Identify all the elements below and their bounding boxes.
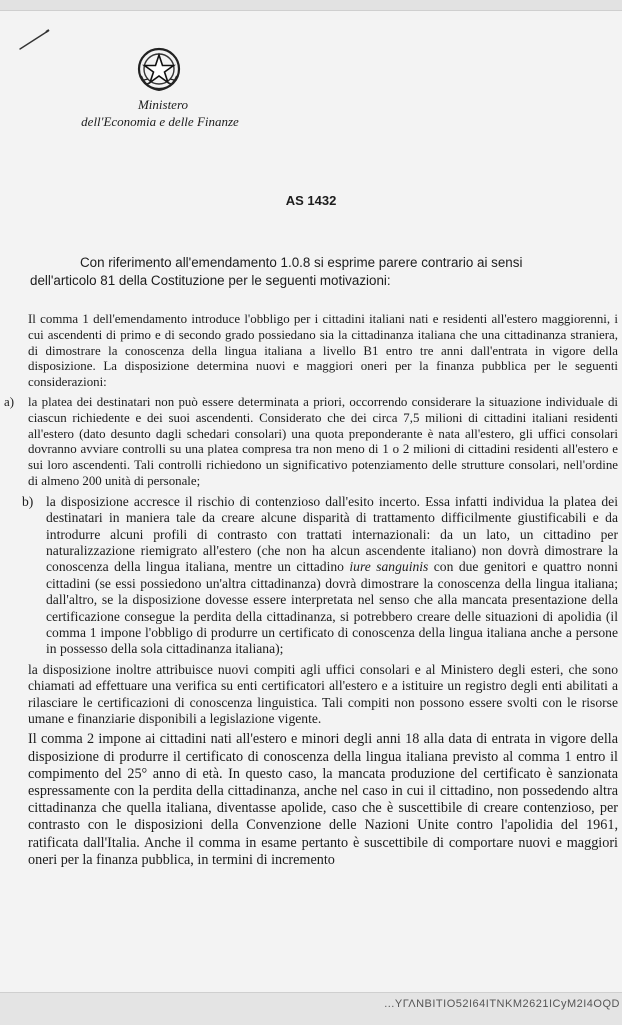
document-title: AS 1432 xyxy=(285,193,337,208)
italian-republic-emblem-icon xyxy=(136,46,182,92)
list-item-b-label: b) xyxy=(22,493,34,509)
list-item-b-italic-term: iure sanguinis xyxy=(349,559,429,575)
list-item-a-label: a) xyxy=(4,394,15,409)
intro-statement xyxy=(30,254,600,290)
list-item-a-text: la platea dei destinatari non può essere determinata a priori, occorrendo considerare la situazione individuale di ciascun richiedente e dei suoi ascendenti. Considerato che dei circa 7,5 milioni di cittadini italiani residenti all'estero (dato desunto dagli schedari consolari) una quota preponderante è nata all'estero, gli uffici consolari dovranno avviare controlli su una platea compresa tra non meno di 1 o 2 milioni di cittadini residenti all'estero e sui loro ascendenti. Tali controlli richiedono un significativo potenziamento delle strutture consolari, nell'ordine di almeno 200 unità di personale; xyxy=(28,394,618,488)
intro-line-2: dell'articolo 81 della Costituzione per le seguenti motivazioni: xyxy=(30,273,391,288)
list-item-c: la disposizione inoltre attribuisce nuovi compiti agli uffici consolari e al Ministero degli esteri, che sono chiamati ad effettuare una verifica su enti certificatori all'estero e a istituire un registro degli enti abilitati a rilasciare le certificazioni di conoscenza linguistica. Tali compiti non possono essere svolti con le risorse umane e finanziarie disponibili a legislazione vigente. xyxy=(28,661,618,727)
ministry-name xyxy=(40,96,280,130)
page-top-edge xyxy=(0,0,622,11)
paragraph-comma-1: Il comma 1 dell'emendamento introduce l'obbligo per i cittadini italiani nati e residenti all'estero maggiorenni, i cui ascendenti di primo e di secondo grado possiedano sia la cittadinanza italiana che una cittadinanza straniera, di dimostrare la conoscenza della lingua italiana a livello B1 entro tre anni dall'entrata in vigore della disposizione. La disposizione determina nuovi e maggiori oneri per la finanza pubblica per le seguenti considerazioni: xyxy=(28,312,618,390)
list-item-b xyxy=(22,493,618,658)
list-item-b-text-part-1: la disposizione accresce il rischio di contenzioso dall'esito incerto. Essa infatti individua la platea dei destinatari in maniera tale da creare alcune disparità di trattamento difficilmente giustificabili e da introdurre alcuni profili di contrasto con trattati internazionali: da un lato, un cittadino per naturalizzazione riemigrato all'estero (che non ha alcun ascendente italiano) non dovrà dimostrare la conoscenza della lingua italiana, mentre un cittadino xyxy=(46,493,618,575)
intro-line-1: Con riferimento all'emendamento 1.0.8 si esprime parere contrario ai sensi xyxy=(80,255,523,270)
ministry-line-2: dell'Economia e delle Finanze xyxy=(81,114,239,129)
barcode-text: ...ΥΓΛΝΒΙΤΙΟ52Ι64ΙΤΝΚΜ2621ΙCyM2I4OQD xyxy=(384,998,620,1010)
list-item-a xyxy=(4,395,618,490)
paragraph-comma-2: Il comma 2 impone ai cittadini nati all'estero e minori degli anni 18 alla data di entrata in vigore della disposizione di produrre il certificato di conoscenza della lingua italiana previsto al comma 1 entro il compimento del 25° anno di età. In questo caso, la mancata produzione del certificato è sanzionata espressamente con la perdita della cittadinanza, anche nel caso in cui il cittadino, non possedendo altra cittadinanza che quella italiana, diventasse apolide, caso che è suscettibile di creare contenzioso, per contrasto con le disposizioni della Convenzione delle Nazioni Unite contro l'apolidia del 1961, ratificata dall'Italia. Anche il comma in esame pertanto è suscettibile di comportare nuovi e maggiori oneri per la finanza pubblica, in termini di incremento xyxy=(28,731,618,868)
pen-stroke-mark xyxy=(18,28,52,52)
ministry-line-1: Ministero xyxy=(137,97,189,112)
document-body xyxy=(4,312,618,873)
list-item-b-text-part-2: con due genitori e quattro nonni cittadini (se essi possiedono un'altra cittadinanza) dovrà dimostrare la conoscenza della lingua italiana; dall'altro, se la disposizione dovesse essere interpretata nel senso che alla mancata presentazione della certificazione consegue la perdita della cittadinanza, si potrebbero creare delle situazioni di apolidia (il comma 1 impone l'obbligo di produrre un certificato di conoscenza della lingua italiana anche a persone in possesso della sola cittadinanza italiana); xyxy=(46,559,618,657)
